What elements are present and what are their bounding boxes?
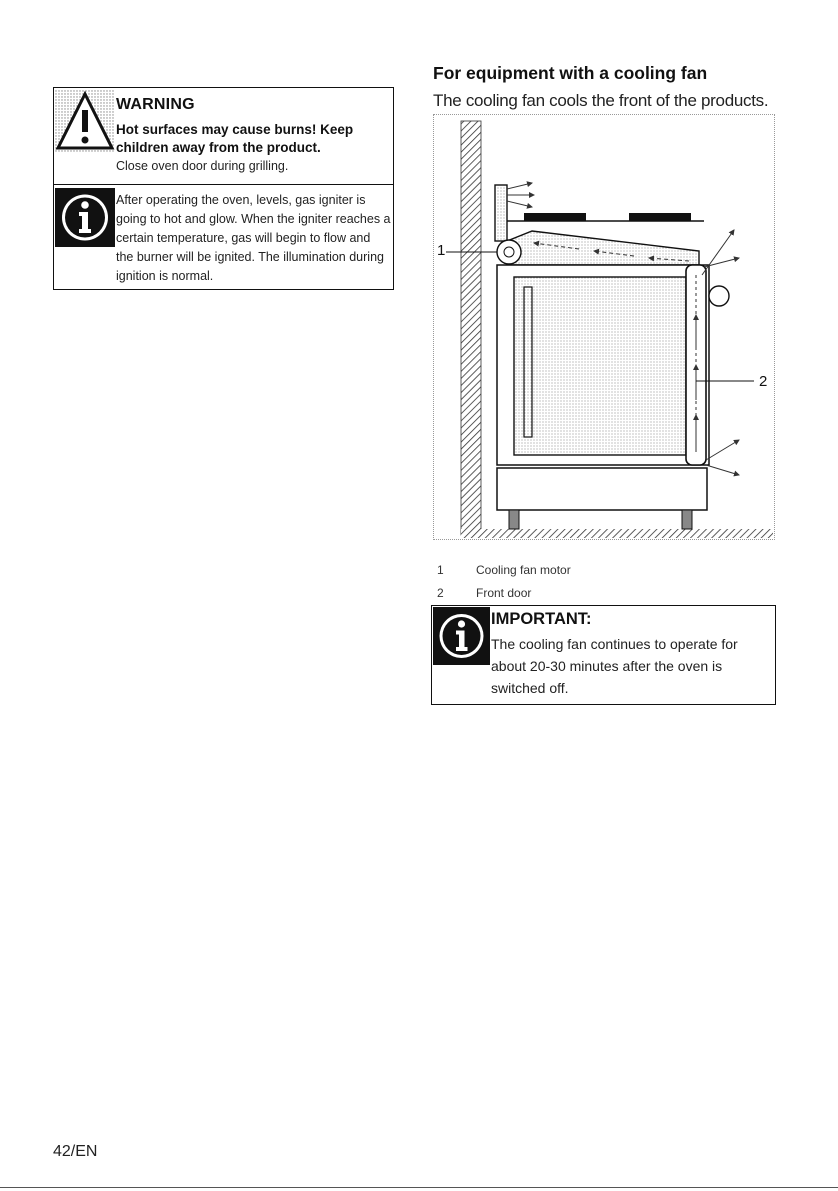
legend-num-1: 1 — [437, 563, 444, 577]
bottom-rule — [0, 1187, 838, 1188]
section-subtitle: The cooling fan cools the front of the products. — [433, 91, 769, 110]
info-icon — [433, 607, 490, 665]
important-box — [431, 605, 776, 705]
legend-label-1: Cooling fan motor — [476, 563, 571, 577]
box-divider — [54, 184, 393, 185]
page-number: 42/EN — [53, 1143, 98, 1160]
warning-title: WARNING — [116, 96, 195, 113]
warning-triangle-icon — [55, 90, 115, 152]
warning-text: Close oven door during grilling. — [116, 159, 289, 173]
legend-label-2: Front door — [476, 586, 532, 600]
callout-1: 1 — [437, 242, 446, 259]
fan-motor — [497, 240, 521, 264]
floor-hatch — [461, 529, 773, 538]
warning-box — [53, 87, 394, 290]
important-title: IMPORTANT: — [491, 610, 592, 628]
cooling-fan-diagram — [433, 114, 775, 540]
callout-2: 2 — [759, 373, 768, 390]
info-text: After operating the oven, levels, gas igniter is going to hot and glow. When the igniter reaches a certain temperature, gas will begin to flow and the burner will be ignited. The illumination during ignition is normal. — [116, 193, 391, 283]
legend-num-2: 2 — [437, 586, 444, 600]
warning-bold-text: Hot surfaces may cause burns! Keep children away from the product. — [116, 122, 354, 155]
info-icon — [55, 188, 115, 247]
important-text: The cooling fan continues to operate for about 20-30 minutes after the oven is switched off. — [491, 636, 738, 696]
section-title: For equipment with a cooling fan — [433, 63, 708, 83]
wall-hatch — [461, 121, 481, 535]
